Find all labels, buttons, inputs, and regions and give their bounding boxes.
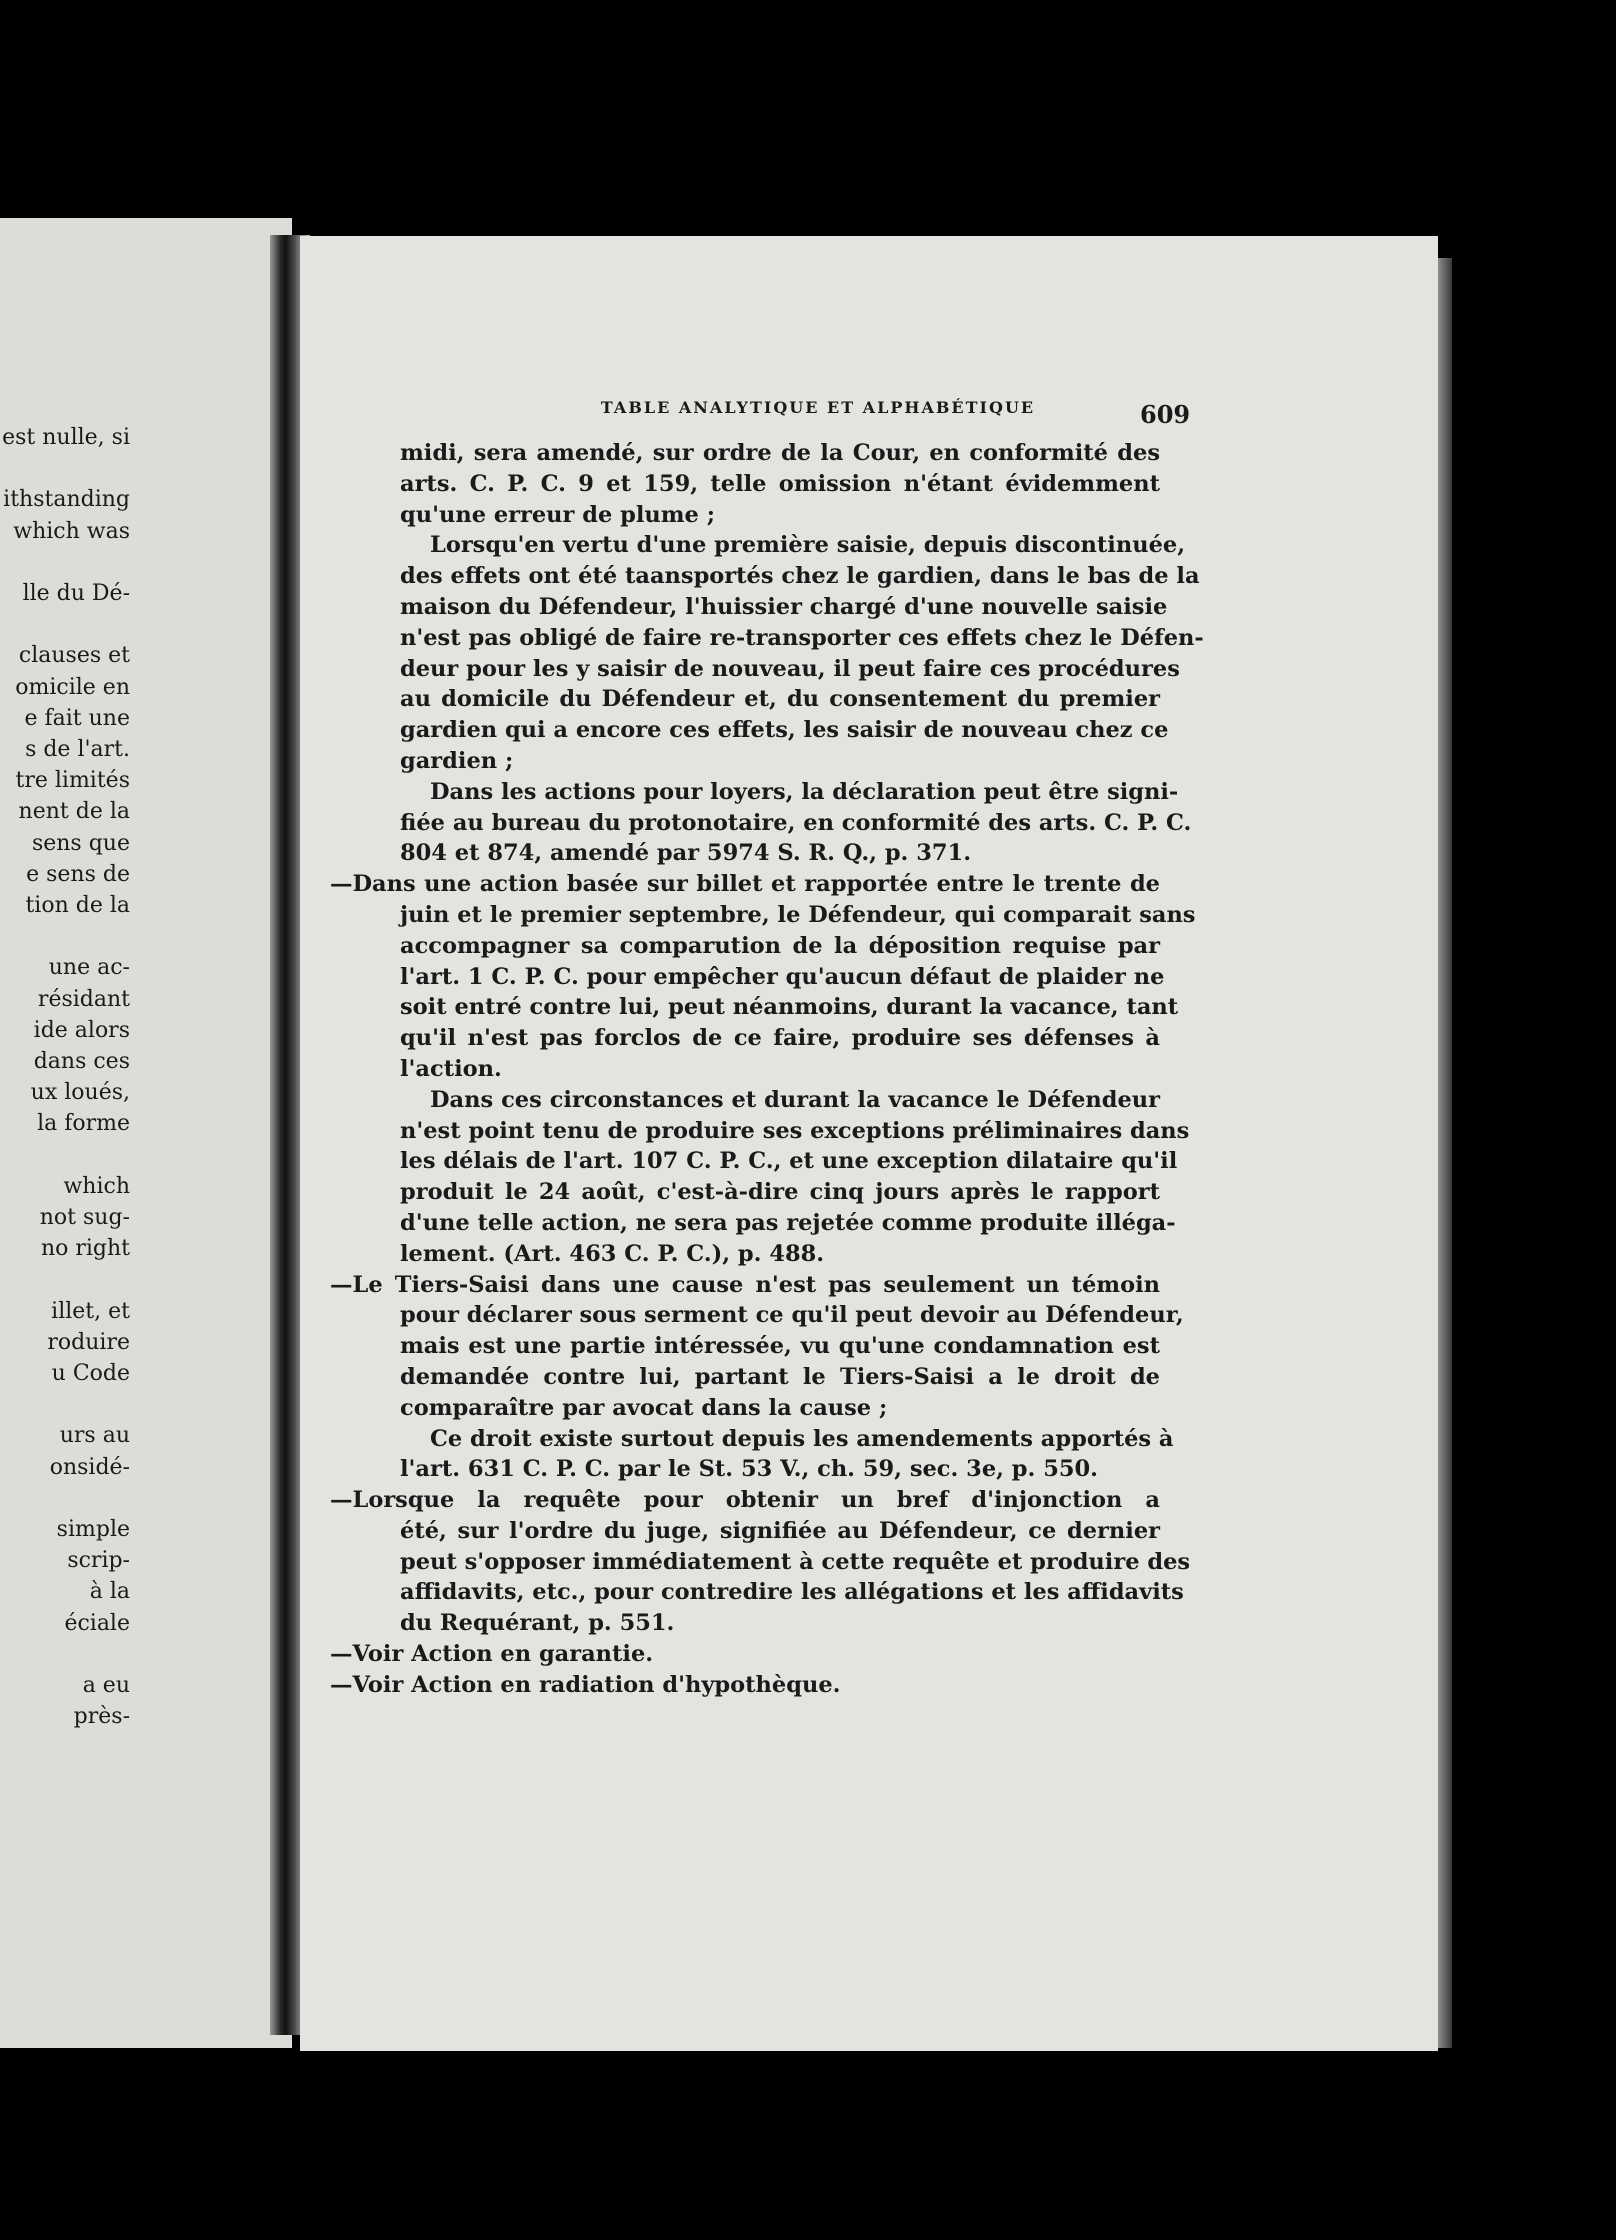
left-page-line: which [63, 1173, 130, 1199]
text-line: gardien qui a encore ces effets, les saisir de nouveau chez ce [400, 717, 1169, 744]
text-line: maison du Défendeur, l'huissier chargé d'une nouvelle saisie [400, 593, 1168, 620]
text-line: Ce droit existe surtout depuis les amendements apportés à [430, 1425, 1174, 1452]
text-line: —Voir Action en radiation d'hypothèque. [330, 1671, 841, 1698]
text-line: qu'une erreur de plume ; [400, 501, 716, 528]
text-line: des effets ont été taansportés chez le gardien, dans le bas de la [400, 563, 1200, 590]
left-page-line: sens que [31, 830, 130, 856]
left-page-line: ide alors [33, 1017, 130, 1043]
text-line: Dans ces circonstances et durant la vacance le Défendeur [430, 1086, 1160, 1113]
text-line: pour déclarer sous serment ce qu'il peut devoir au Défendeur, [400, 1302, 1184, 1329]
left-page-line: scrip- [67, 1548, 130, 1574]
left-page-line: la forme [37, 1111, 130, 1137]
text-line: au domicile du Défendeur et, du consentement du premier [400, 686, 1160, 713]
dash-entry [330, 1639, 1160, 1670]
text-line: l'art. 1 C. P. C. pour empêcher qu'aucun défaut de plaider ne [400, 963, 1165, 990]
text-line: peut s'opposer immédiatement à cette requête et produire des [400, 1548, 1191, 1575]
left-page-line: simple [56, 1517, 130, 1542]
text-line: accompagner sa comparution de la déposition requise par [400, 932, 1160, 959]
dash-entry [330, 869, 1196, 1085]
text-line: 804 et 874, amendé par 5974 S. R. Q., p. 371. [400, 840, 972, 867]
text-line: —Dans une action basée sur billet et rapportée entre le trente de [330, 871, 1160, 898]
text-line: Dans les actions pour loyers, la déclaration peut être signi- [430, 778, 1179, 805]
left-page-line: dans ces [33, 1049, 130, 1074]
text-line: d'une telle action, ne sera pas rejetée comme produite illéga- [400, 1209, 1176, 1236]
left-page-line: s de l'art. [25, 737, 130, 762]
text-line: gardien ; [400, 747, 514, 774]
left-page-line: une ac- [48, 955, 130, 981]
text-line: n'est point tenu de produire ses exceptions préliminaires dans [400, 1117, 1190, 1144]
text-line: midi, sera amendé, sur ordre de la Cour, en conformité des [400, 440, 1160, 466]
left-page-line: no right [40, 1236, 130, 1262]
text-line: —Le Tiers-Saisi dans une cause n'est pas seulement un témoin [330, 1271, 1160, 1298]
text-line: —Voir Action en garantie. [330, 1641, 654, 1668]
left-page-line: est nulle, si [2, 425, 130, 450]
page-number: 609 [1140, 400, 1191, 429]
text-line: affidavits, etc., pour contredire les allégations et les affidavits [400, 1579, 1184, 1606]
text-line: soit entré contre lui, peut néanmoins, durant la vacance, tant [400, 994, 1179, 1021]
text-line: lement. (Art. 463 C. P. C.), p. 488. [400, 1240, 825, 1267]
left-page-line: e sens de [26, 861, 130, 887]
paragraph [400, 777, 1192, 869]
left-page-line: près- [73, 1704, 130, 1730]
left-page-line: u Code [51, 1361, 130, 1386]
paragraph [400, 1085, 1190, 1270]
dash-entry [330, 1485, 1191, 1639]
left-page-line: urs au [59, 1423, 130, 1449]
left-page-line: a eu [82, 1673, 130, 1698]
left-page-line: onsidé- [49, 1454, 130, 1480]
text-line: deur pour les y saisir de nouveau, il peut faire ces procédures [400, 655, 1180, 682]
left-page-line: à la [89, 1579, 130, 1605]
text-line: fiée au bureau du protonotaire, en conformité des arts. C. P. C. [400, 809, 1192, 836]
text-line: Lorsqu'en vertu d'une première saisie, depuis discontinuée, [430, 532, 1186, 559]
text-line: demandée contre lui, partant le Tiers-Saisi a le droit de [400, 1363, 1160, 1390]
paragraph [400, 438, 1160, 530]
paragraph [400, 530, 1204, 776]
text-line: l'art. 631 C. P. C. par le St. 53 V., ch. 59, sec. 3e, p. 550. [400, 1456, 1099, 1483]
text-line: arts. C. P. C. 9 et 159, telle omission n'étant évidemment [400, 470, 1160, 497]
running-header: TABLE ANALYTIQUE ET ALPHABÉTIQUE [600, 398, 1036, 417]
left-page-line: lle du Dé- [22, 581, 130, 606]
page-edge [1438, 258, 1452, 2048]
text-line: mais est une partie intéressée, vu qu'une condamnation est [400, 1333, 1160, 1360]
left-page-line: which was [13, 518, 130, 544]
text-line: n'est pas obligé de faire re-transporter ces effets chez le Défen- [400, 624, 1204, 651]
left-page-line: e fait une [24, 705, 130, 731]
text-line: du Requérant, p. 551. [400, 1610, 675, 1637]
text-line: l'action. [400, 1055, 502, 1082]
paragraph [400, 1424, 1174, 1486]
page-body [330, 438, 1204, 1701]
text-line: qu'il n'est pas forclos de ce faire, produire ses défenses à [400, 1025, 1160, 1052]
left-page-line: not sug- [39, 1205, 130, 1230]
text-line: été, sur l'ordre du juge, signifiée au Défendeur, ce dernier [400, 1517, 1160, 1544]
text-line: les délais de l'art. 107 C. P. C., et une exception dilataire qu'il [400, 1148, 1178, 1175]
text-line: juin et le premier septembre, le Défendeur, qui comparait sans [400, 901, 1196, 928]
left-page-line: tre limités [15, 768, 130, 794]
left-page-line: illet, et [51, 1298, 130, 1324]
left-page-line: résidant [37, 986, 130, 1012]
left-page-line: omicile en [15, 674, 130, 700]
left-page-line: tion de la [25, 893, 130, 918]
text-line: produit le 24 août, c'est-à-dire cinq jours après le rapport [400, 1179, 1160, 1206]
text-line: comparaître par avocat dans la cause ; [400, 1394, 888, 1421]
left-page-line: ithstanding [3, 487, 130, 513]
left-page-line: roduire [47, 1329, 130, 1355]
dash-entry [330, 1270, 1184, 1424]
left-page-line: clauses et [18, 643, 130, 669]
text-line: —Lorsque la requête pour obtenir un bref d'injonction a [330, 1487, 1160, 1514]
dash-entry [330, 1670, 1160, 1701]
left-page-line: nent de la [18, 799, 130, 825]
left-page [0, 218, 292, 2048]
left-page-line: éciale [64, 1610, 130, 1636]
left-page-line: ux loués, [30, 1080, 130, 1106]
book-gutter [270, 235, 296, 2035]
